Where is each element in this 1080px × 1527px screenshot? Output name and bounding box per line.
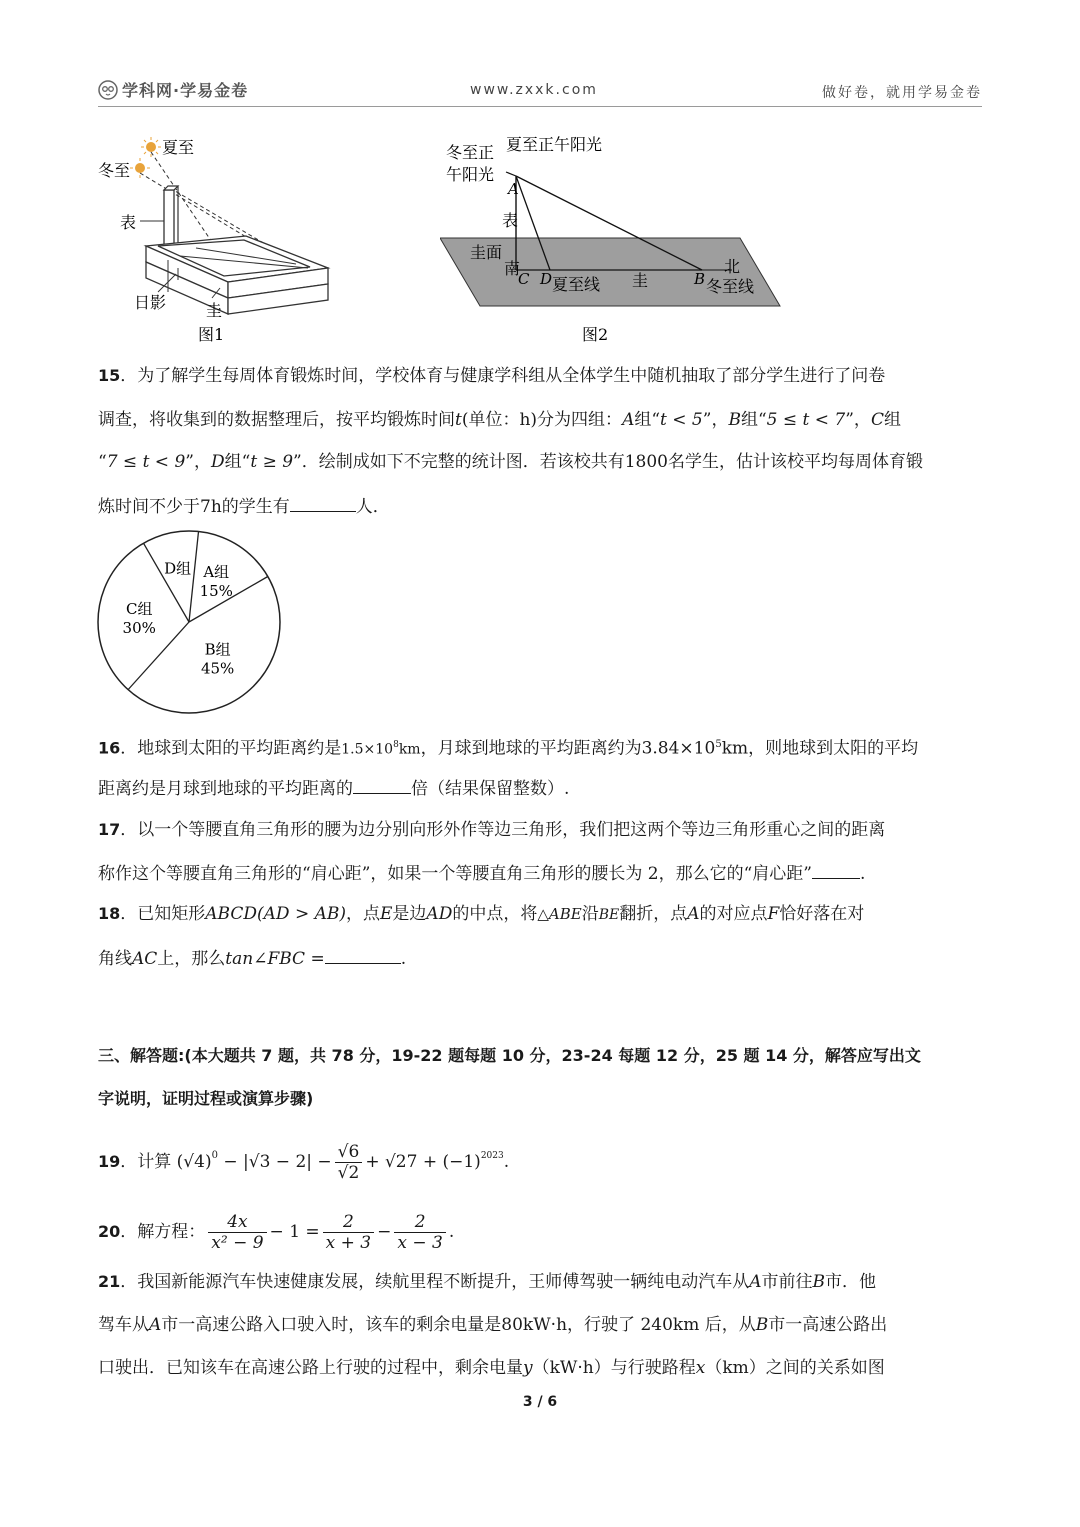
question-number: 16 xyxy=(98,738,121,758)
question-15-line-2: 调查，将收集到的数据整理后，按平均锻炼时间t(单位：h)分为四组：A组“t < 5”，B组“5 ≤ t < 7”，C组 xyxy=(98,410,901,430)
fig2-label-gui: 圭 xyxy=(632,271,649,290)
pie-slice-label: A组 xyxy=(203,563,230,582)
question-16-line-2: 距离约是月球到地球的平均距离的 倍（结果保留整数）. xyxy=(98,779,570,799)
fig1-label-shadow: 日影 xyxy=(134,293,167,312)
fraction: $\frac{2}{x + 3}$ xyxy=(323,1212,374,1253)
summer-sun-icon xyxy=(141,137,161,157)
page-number: 3 / 6 xyxy=(522,1394,558,1410)
question-number: 20 xyxy=(98,1222,121,1241)
question-number: 19 xyxy=(98,1152,121,1171)
question-18-line-1: 18．已知矩形ABCD(AD > AB)，点E是边AD的中点，将△ABE沿BE翻折，点A的对应点F恰好落在对 xyxy=(98,904,865,924)
question-21-line-3: 口驶出．已知该车在高速公路上行驶的过程中，剩余电量y（kW·h）与行驶路程x（km）之间的关系如图 xyxy=(98,1358,885,1378)
question-20: 20 ．解方程： $\frac{4x}{\text{x² − 9}}$ − 1 = $\frac{2}{x + 3}$ − $\frac{2}{x - 3}$ . xyxy=(98,1211,455,1253)
fig2-point-a: A xyxy=(508,180,519,198)
fig2-label-winter-sun-2: 午阳光 xyxy=(446,165,495,184)
pie-slice-label: B组 xyxy=(204,640,231,659)
page-header xyxy=(98,76,982,107)
question-21-line-1: 21．我国新能源汽车快速健康发展，续航里程不断提升，王师傅驾驶一辆纯电动汽车从A市前往B市．他 xyxy=(98,1272,877,1292)
pie-chart xyxy=(96,527,286,717)
question-16-line-1: 16．地球到太阳的平均距离约是$1.5\times 10^8km$，月球到地球的平均距离约为$3.84\times 10^5km$，则地球到太阳的平均 xyxy=(98,738,919,759)
fig2-point-c: C xyxy=(518,270,530,288)
fig1-label-gnomon: 表 xyxy=(120,213,137,232)
fig2-label-winter-sun-1: 冬至正 xyxy=(446,143,495,162)
logo xyxy=(98,78,248,101)
owl-logo-icon xyxy=(98,80,118,100)
fraction: $\frac{√6}{√2}$ xyxy=(335,1142,363,1183)
answer-blank[interactable] xyxy=(353,777,411,794)
section-3-line-2: 字说明，证明过程或演算步骤) xyxy=(98,1089,314,1108)
fig1-caption: 图1 xyxy=(198,325,225,344)
fig2-label-winter-line: 冬至线 xyxy=(706,277,755,296)
winter-sun-icon xyxy=(130,158,150,178)
question-number: 18 xyxy=(98,904,121,923)
fig2-label-north: 北 xyxy=(724,257,741,276)
fig2-point-b: B xyxy=(694,270,706,288)
question-number: 21 xyxy=(98,1272,121,1291)
question-15-line-4: 炼时间不少于7h的学生有 人． xyxy=(98,497,390,517)
answer-blank[interactable] xyxy=(812,862,860,879)
site-url: www.zxxk.com xyxy=(470,82,598,98)
question-15-line-3: “7 ≤ t < 9”，D组“t ≥ 9”．绘制成如下不完整的统计图．若该校共有1800名学生，估计该校平均每周体育锻 xyxy=(98,452,923,472)
pie-slice-value: 45% xyxy=(200,659,235,678)
fig2-label-summer-sun: 夏至正午阳光 xyxy=(506,135,603,154)
pie-slice-label: D组 xyxy=(164,559,192,578)
question-17-line-1: 17．以一个等腰直角三角形的腰为边分别向形外作等边三角形，我们把这两个等边三角形重心之间的距离 xyxy=(98,820,886,840)
fig2-label-summer-line: 夏至线 xyxy=(552,275,601,294)
fig2-point-d: D xyxy=(540,270,553,288)
answer-blank[interactable] xyxy=(290,495,356,512)
pie-slice-value: 15% xyxy=(199,582,233,601)
logo-text: 学科网·学易金卷 xyxy=(122,81,249,100)
fig1-label-winter: 冬至 xyxy=(98,161,131,180)
question-number: 15 xyxy=(98,366,121,385)
question-19: 19 ．计算 (√4) $^0$ − |√3 − 2| − $\frac{√6}{√2}$ + √27 + (−1) $^{2023}$ . xyxy=(98,1141,510,1183)
answer-blank[interactable] xyxy=(325,947,401,964)
fig2-label-gnomon: 表 xyxy=(502,211,519,230)
fig1-label-summer: 夏至 xyxy=(162,138,195,157)
figure-1-gnomon xyxy=(96,128,346,348)
fraction: $\frac{2}{x - 3}$ xyxy=(394,1212,445,1253)
question-21-line-2: 驾车从A市一高速公路入口驶入时，该车的剩余电量是80kW·h，行驶了 240km 后，从B市一高速公路出 xyxy=(98,1315,888,1335)
question-17-line-2: 称作这个等腰直角三角形的“肩心距”，如果一个等腰直角三角形的腰长为 2，那么它的“肩心距” . xyxy=(98,864,866,884)
fig1-label-gui: 圭 xyxy=(206,301,223,320)
pie-slice-value: 30% xyxy=(122,618,156,637)
header-slogan: 做好卷，就用学易金卷 xyxy=(822,85,982,101)
figure-2-diagram xyxy=(440,128,790,348)
fraction: $\frac{4x}{\text{x² − 9}}$ xyxy=(208,1212,266,1253)
question-number: 17 xyxy=(98,820,121,839)
fig2-caption: 图2 xyxy=(582,325,609,344)
section-3-line-1: 三、解答题:(本大题共 7 题，共 78 分，19-22 题每题 10 分，23-24 每题 12 分，25 题 14 分，解答应写出文 xyxy=(98,1046,921,1065)
fig2-label-south: 南 xyxy=(504,259,521,278)
question-15-line-1: 15．为了解学生每周体育锻炼时间，学校体育与健康学科组从全体学生中随机抽取了部分学生进行了问卷 xyxy=(98,366,886,386)
fig2-label-plane: 圭面 xyxy=(470,243,503,262)
question-18-line-2: 角线AC上，那么tan∠FBC = . xyxy=(98,949,407,969)
pie-slice-label: C组 xyxy=(125,599,153,618)
